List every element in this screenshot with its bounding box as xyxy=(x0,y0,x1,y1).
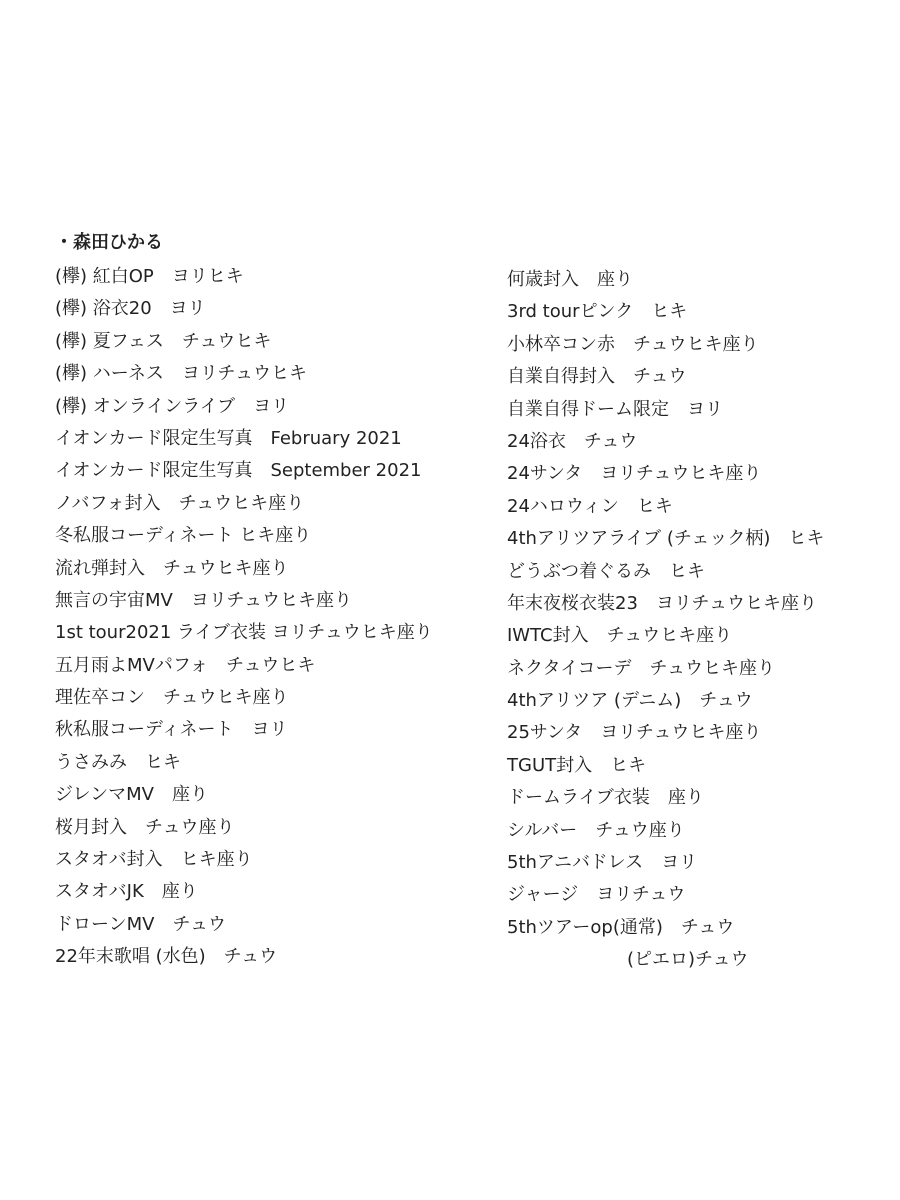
list-item: (欅) 浴衣20 ヨリ xyxy=(55,298,206,320)
list-item: ジレンマMV 座り xyxy=(55,784,208,806)
list-item: 自業自得封入 チュウ xyxy=(507,366,687,388)
list-item: IWTC封入 チュウヒキ座り xyxy=(507,625,733,647)
left-column-list xyxy=(55,263,475,976)
list-item: シルバー チュウ座り xyxy=(507,819,685,841)
list-item: TGUT封入 ヒキ xyxy=(507,754,647,776)
list-item: 無言の宇宙MV ヨリチュウヒキ座り xyxy=(55,589,352,611)
list-item: ドローンMV チュウ xyxy=(55,913,226,935)
list-item: 24ハロウィン ヒキ xyxy=(507,495,673,517)
list-item: 理佐卒コン チュウヒキ座り xyxy=(55,687,289,709)
list-item: 22年末歌唱 (水色) チュウ xyxy=(55,946,278,968)
list-item: スタオバ封入 ヒキ座り xyxy=(55,849,253,871)
list-item: 何歳封入 座り xyxy=(507,269,633,290)
list-item: 24浴衣 チュウ xyxy=(507,430,638,452)
list-item: 桜月封入 チュウ座り xyxy=(55,816,235,838)
list-item: 1st tour2021 ライブ衣装 ヨリチュウヒキ座り xyxy=(55,622,433,644)
list-item: (欅) ハーネス ヨリチュウヒキ xyxy=(55,363,307,385)
list-item: (欅) 紅白OP ヨリヒキ xyxy=(55,266,244,287)
list-item: スタオバJK 座り xyxy=(55,881,198,903)
list-item: 年末夜桜衣装23 ヨリチュウヒキ座り xyxy=(507,592,818,614)
list-item: 小林卒コン赤 チュウヒキ座り xyxy=(507,333,759,355)
list-item: うさみみ ヒキ xyxy=(55,751,181,773)
list-item: 5thアニバドレス ヨリ xyxy=(507,852,698,874)
list-item-continuation: (ピエロ)チュウ xyxy=(627,949,749,971)
list-item: 4thアリツアライブ (チェック柄) ヒキ xyxy=(507,528,825,550)
list-item: ジャージ ヨリチュウ xyxy=(507,884,686,906)
list-item: 秋私服コーディネート ヨリ xyxy=(55,719,288,741)
list-item: 4thアリツア (デニム) チュウ xyxy=(507,690,753,712)
right-column-list xyxy=(507,266,887,979)
list-item: 5thツアーop(通常) チュウ xyxy=(507,916,735,938)
list-item: イオンカード限定生写真 February 2021 xyxy=(55,427,402,449)
list-item: どうぶつ着ぐるみ ヒキ xyxy=(507,560,705,582)
list-item: ノバフォ封入 チュウヒキ座り xyxy=(55,492,305,514)
list-item: ネクタイコーデ チュウヒキ座り xyxy=(507,657,776,679)
list-item: 24サンタ ヨリチュウヒキ座り xyxy=(507,463,762,485)
list-item: 流れ弾封入 チュウヒキ座り xyxy=(55,557,289,579)
list-item: ドームライブ衣装 座り xyxy=(507,787,704,809)
list-item: 3rd tourピンク ヒキ xyxy=(507,301,688,323)
list-item: 冬私服コーディネート ヒキ座り xyxy=(55,525,312,547)
list-item: 五月雨よMVパフォ チュウヒキ xyxy=(55,654,316,676)
list-item: イオンカード限定生写真 September 2021 xyxy=(55,460,422,482)
list-item: 25サンタ ヨリチュウヒキ座り xyxy=(507,722,762,744)
note-title: ・森田ひかる xyxy=(55,232,163,253)
list-item: (欅) オンラインライブ ヨリ xyxy=(55,395,290,417)
list-item: 自業自得ドーム限定 ヨリ xyxy=(507,398,723,420)
list-item: (欅) 夏フェス チュウヒキ xyxy=(55,330,272,352)
